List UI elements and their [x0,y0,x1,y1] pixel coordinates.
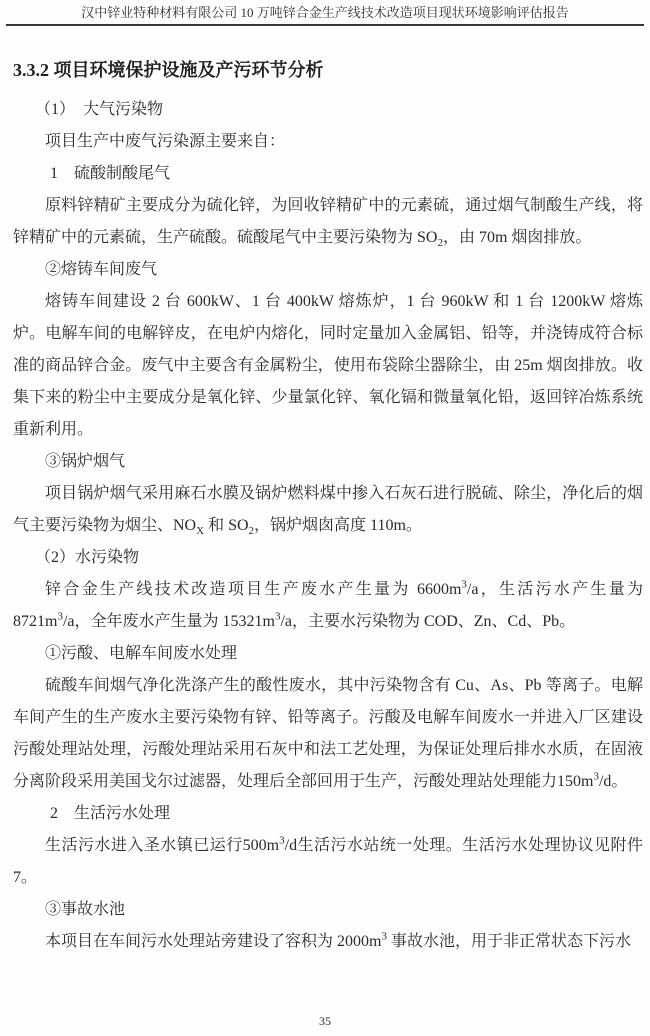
paragraph: ③锅炉烟气 [45,453,126,470]
paragraph: 原料锌精矿主要成分为硫化锌，为回收锌精矿中的元素硫，通过烟气制酸生产线，将锌精矿中的元素硫，生产硫酸。硫酸尾气中主要污染物为 $SO_2$，由 70m 烟囱排放。 [13,197,643,250]
document-body [13,94,643,958]
page-number: 35 [319,1014,331,1028]
paragraph: ②熔铸车间废气 [45,261,158,278]
header-title: 汉中锌业特种材料有限公司 10 万吨锌合金生产线技术改造项目现状环境影响评估报告 [81,5,569,20]
page-header [6,0,644,26]
paragraph: （1） 大气污染物 [35,101,164,118]
section-heading: 3.3.2 项目环境保护设施及产污环节分析 [13,60,324,80]
paragraph: 1 硫酸制酸尾气 [50,165,171,182]
paragraph: 锌合金生产线技术改造项目生产废水产生量为 $6600m^3/a$，生活污水产生量为$8721m^3/a$，全年废水产生量为 $15321m^3/a$，主要水污染物为 COD、Zn、Cd、Pb。 [13,578,643,630]
paragraph: 项目生产中废气污染源主要来自： [45,133,286,150]
paragraph: 项目锅炉烟气采用麻石水膜及锅炉燃料煤中掺入石灰石进行脱硫、除尘，净化后的烟气主要污染物为烟尘、$NO_X$ 和 $SO_2$，锅炉烟囱高度 110m。 [13,485,643,538]
paragraph: 生活污水进入圣水镇已运行$500m^3/d$生活污水站统一处理。生活污水处理协议见附件7。 [13,834,643,886]
paragraph: （2）水污染物 [35,549,140,566]
paragraph: 2 生活污水处理 [50,805,171,822]
paragraph: 熔铸车间建设 2 台 600kW、1 台 400kW 熔炼炉，1 台 960kW 和 1 台 1200kW 熔炼炉。电解车间的电解锌皮，在电炉内熔化，同时定量加入金属铝、铅等，并浇铸成符合标准的商品锌合金。废气中主要含有金属粉尘，使用布袋除尘器除尘，由 25m 烟囱排放。收集下来的粉尘中主要成分是氧化锌、少量氯化锌、氧化镉和微量氧化铅，返回锌冶炼系统重新利用。 [13,293,643,438]
paragraph: ③事故水池 [45,901,126,918]
paragraph: 硫酸车间烟气净化洗涤产生的酸性废水，其中污染物含有 Cu、As、Pb 等离子。电解车间产生的生产废水主要污染物有锌、铅等离子。污酸及电解车间废水一并进入厂区建设污酸处理站处理，污酸处理站采用石灰中和法工艺处理，为保证处理后排水水质，在固液分离阶段采用美国戈尔过滤器，处理后全部回用于生产，污酸处理站处理能力$150m^3/d$。 [13,677,643,790]
paragraph: ①污酸、电解车间废水处理 [45,645,238,662]
paragraph: 本项目在车间污水处理站旁建设了容积为 $2000m^3$ 事故水池，用于非正常状态下污水 [45,930,631,950]
